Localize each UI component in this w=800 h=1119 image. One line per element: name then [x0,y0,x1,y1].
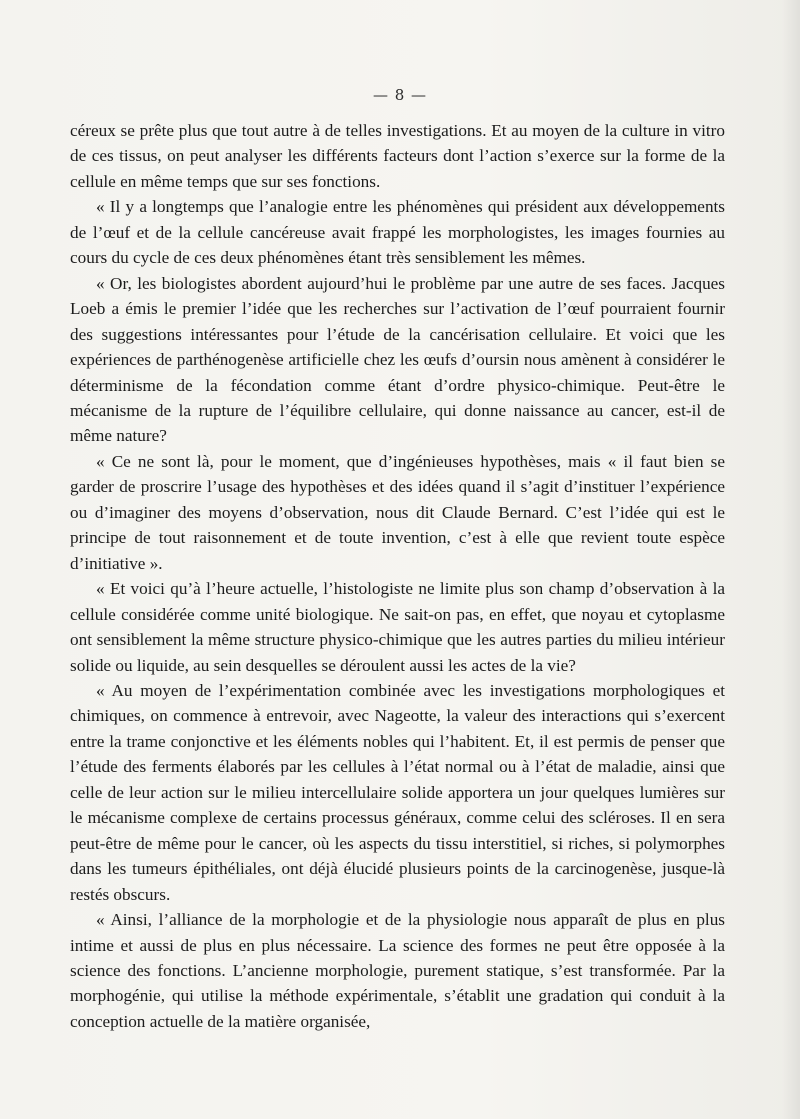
paragraph: « Au moyen de l’expérimentation combinée avec les investigations morphologiques et chimiques, on commence à entrevoir, avec Nageotte, la valeur des interactions qui s’exercent entre la trame conjonctive et les éléments nobles qui l’habitent. Et, il est permis de penser que l’étude des ferments élaborés par les cellules à l’état normal ou à l’état de maladie, ainsi que celle de leur action sur le milieu intercellulaire solide apportera un jour quelques lumières sur le mécanisme complexe de certains processus généraux, comme celui des scléroses. Il en sera peut-être de même pour le cancer, où les aspects du tissu interstitiel, si riches, si polymorphes dans les tumeurs épithéliales, ont déjà élucidé plusieurs points de la carcinogenèse, jusque-là restés obscurs. [70,680,725,904]
body-text [70,118,725,1034]
paragraph: « Ce ne sont là, pour le moment, que d’ingénieuses hypothèses, mais « il faut bien se garder de proscrire l’usage des hypothèses et des idées quand il s’agit d’instituer l’expérience ou d’imaginer des moyens d’observation, nous dit Claude Bernard. C’est l’idée qui est le principe de tout raisonnement et de toute invention, c’est à elle que revient toute espèce d’initiative ». [70,451,725,573]
paragraph: céreux se prête plus que tout autre à de telles investigations. Et au moyen de la culture in vitro de ces tissus, on peut analyser les différents facteurs dont l’action s’exerce sur la forme de la cellule en même temps que sur ses fonctions. [70,121,725,191]
paragraph: « Or, les biologistes abordent aujourd’hui le problème par une autre de ses faces. Jacques Loeb a émis le premier l’idée que les recherches sur l’activation de l’œuf pourraient fournir des suggestions intéressantes pour l’étude de la cancérisation cellulaire. Et voici que les expériences de parthénogenèse artificielle chez les œufs d’oursin nous amènent à considérer le déterminisme de la fécondation comme étant d’ordre physico-chimique. Peut-être le mécanisme de la rupture de l’équilibre cellulaire, qui donne naissance au cancer, est-il de même nature? [70,273,725,446]
page-number: — 8 — [372,86,428,104]
paragraph: « Ainsi, l’alliance de la morphologie et de la physiologie nous apparaît de plus en plus intime et aussi de plus en plus nécessaire. La science des formes ne peut être opposée à la science des fonctions. L’ancienne morphologie, purement statique, s’est transformée. Par la morphogénie, qui utilise la méthode expérimentale, s’établit une gradation qui conduit à la conception actuelle de la matière organisée, [70,910,725,1031]
paragraph: « Et voici qu’à l’heure actuelle, l’histologiste ne limite plus son champ d’observation à la cellule considérée comme unité biologique. Ne sait-on pas, en effet, que noyau et cytoplasme ont sensiblement la même structure physico-chimique que les autres parties du milieu intérieur solide ou liquide, au sein desquelles se déroulent aussi les actes de la vie? [70,579,725,675]
paragraph: « Il y a longtemps que l’analogie entre les phénomènes qui président aux développements de l’œuf et de la cellule cancéreuse avait frappé les morphologistes, les images fournies au cours du cycle de ces deux phénomènes étant très sensiblement les mêmes. [70,197,725,268]
page-edge-shadow [782,0,800,1119]
